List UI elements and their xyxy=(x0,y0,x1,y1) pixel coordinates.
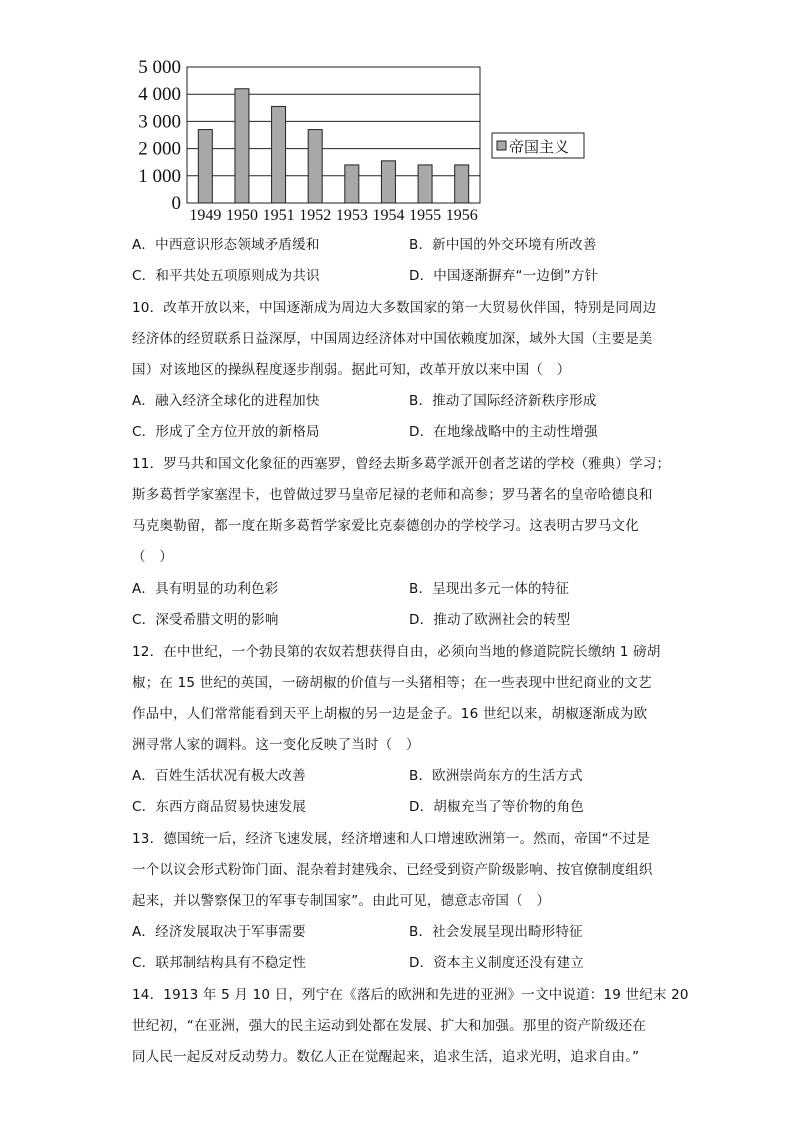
bar xyxy=(198,130,212,203)
q9-option-c[interactable]: C．和平共处五项原则成为共识 xyxy=(132,268,320,284)
q9-option-b[interactable]: B．新中国的外交环境有所改善 xyxy=(409,237,597,253)
q13-stem-line: 13．德国统一后，经济飞速发展，经济增速和人口增速欧洲第一。然而，帝国“不过是 xyxy=(132,831,650,847)
bar xyxy=(455,165,469,203)
q11-option-a[interactable]: A．具有明显的功利色彩 xyxy=(132,581,279,597)
bar xyxy=(381,161,395,203)
q13-option-a[interactable]: A．经济发展取决于军事需要 xyxy=(132,924,306,940)
x-tick-label: 1956 xyxy=(445,207,478,224)
legend-swatch xyxy=(497,141,506,150)
x-tick-label: 1955 xyxy=(409,207,442,224)
q11-stem-line: （ ） xyxy=(132,549,174,565)
bar xyxy=(345,165,359,203)
q12-stem-line: 椒；在 15 世纪的英国，一磅胡椒的价值与一头猪相等；在一些表现中世纪商业的文艺 xyxy=(132,675,652,691)
q10-option-a[interactable]: A．融入经济全球化的进程加快 xyxy=(132,393,320,409)
x-tick-label: 1954 xyxy=(372,207,405,224)
q13-option-b[interactable]: B．社会发展呈现出畸形特征 xyxy=(409,924,583,940)
q11-option-b[interactable]: B．呈现出多元一体的特征 xyxy=(409,581,570,597)
q12-stem-line: 洲寻常人家的调料。这一变化反映了当时（ ） xyxy=(132,737,420,753)
legend-label: 帝国主义 xyxy=(509,138,570,156)
y-tick-label: 4 000 xyxy=(138,84,181,106)
x-tick-label: 1953 xyxy=(335,207,368,224)
q10-stem-line: 经济体的经贸联系日益深厚，中国周边经济体对中国依赖度加深，域外大国（主要是美 xyxy=(132,331,653,347)
q11-option-d[interactable]: D．推动了欧洲社会的转型 xyxy=(409,612,571,628)
q11-stem-line: 11．罗马共和国文化象征的西塞罗，曾经去斯多葛学派开创者芝诺的学校（雅典）学习； xyxy=(132,456,671,472)
bar xyxy=(418,165,432,203)
y-tick-label: 1 000 xyxy=(138,165,181,187)
q12-stem-line: 12．在中世纪，一个勃艮第的农奴若想获得自由，必须向当地的修道院院长缴纳 1 磅胡 xyxy=(132,644,661,660)
q12-option-b[interactable]: B．欧洲崇尚东方的生活方式 xyxy=(409,768,583,784)
x-tick-label: 1951 xyxy=(262,207,295,224)
q9-option-a[interactable]: A．中西意识形态领域矛盾缓和 xyxy=(132,237,320,253)
q10-option-d[interactable]: D．在地缘战略中的主动性增强 xyxy=(409,424,598,440)
q10-stem-line: 10．改革开放以来，中国逐渐成为周边大多数国家的第一大贸易伙伴国，特别是同周边 xyxy=(132,300,657,316)
q12-option-a[interactable]: A．百姓生活状况有极大改善 xyxy=(132,768,306,784)
q14-stem-line: 同人民一起反对反动势力。数亿人正在觉醒起来，追求生活，追求光明，追求自由。” xyxy=(132,1049,640,1065)
y-tick-label: 3 000 xyxy=(138,111,181,133)
bar xyxy=(235,89,249,203)
chart-svg xyxy=(125,55,595,227)
q14-stem-line: 14．1913 年 5 月 10 日，列宁在《落后的欧洲和先进的亚洲》一文中说道：19 世纪末 20 xyxy=(132,987,689,1003)
q13-option-c[interactable]: C．联邦制结构具有不稳定性 xyxy=(132,955,307,971)
q10-option-c[interactable]: C．形成了全方位开放的新格局 xyxy=(132,424,320,440)
q12-option-d[interactable]: D．胡椒充当了等价物的角色 xyxy=(409,799,584,815)
q10-option-b[interactable]: B．推动了国际经济新秩序形成 xyxy=(409,393,597,409)
x-tick-label: 1952 xyxy=(299,207,332,224)
q13-option-d[interactable]: D．资本主义制度还没有建立 xyxy=(409,955,584,971)
q9-option-d[interactable]: D．中国逐渐摒弃“一边倒”方针 xyxy=(409,268,599,284)
q12-option-c[interactable]: C．东西方商品贸易快速发展 xyxy=(132,799,307,815)
bar xyxy=(272,106,286,203)
y-tick-label: 5 000 xyxy=(138,57,181,78)
y-tick-label: 0 xyxy=(171,193,181,214)
q11-stem-line: 斯多葛哲学家塞涅卡，也曾做过罗马皇帝尼禄的老师和高参；罗马著名的皇帝哈德良和 xyxy=(132,487,653,503)
plot-frame xyxy=(187,67,480,203)
x-tick-label: 1950 xyxy=(225,207,258,224)
q10-stem-line: 国）对该地区的操纵程度逐步削弱。据此可知，改革开放以来中国（ ） xyxy=(132,362,571,378)
q13-stem-line: 一个以议会形式粉饰门面、混杂着封建残余、已经受到资产阶级影响、按官僚制度组织 xyxy=(132,862,653,878)
q13-stem-line: 起来，并以警察保卫的军事专制国家”。由此可见，德意志帝国（ ） xyxy=(132,893,551,909)
bar-chart xyxy=(125,55,595,227)
x-tick-label: 1949 xyxy=(189,207,222,224)
bar xyxy=(308,130,322,203)
y-tick-label: 2 000 xyxy=(138,138,181,160)
q11-option-c[interactable]: C．深受希腊文明的影响 xyxy=(132,612,279,628)
q12-stem-line: 作品中，人们常常能看到天平上胡椒的另一边是金子。16 世纪以来，胡椒逐渐成为欧 xyxy=(132,706,648,722)
q14-stem-line: 世纪初，“在亚洲，强大的民主运动到处都在发展、扩大和加强。那里的资产阶级还在 xyxy=(132,1018,647,1034)
q11-stem-line: 马克奥勒留，都一度在斯多葛哲学家爱比克泰德创办的学校学习。这表明古罗马文化 xyxy=(132,518,639,534)
